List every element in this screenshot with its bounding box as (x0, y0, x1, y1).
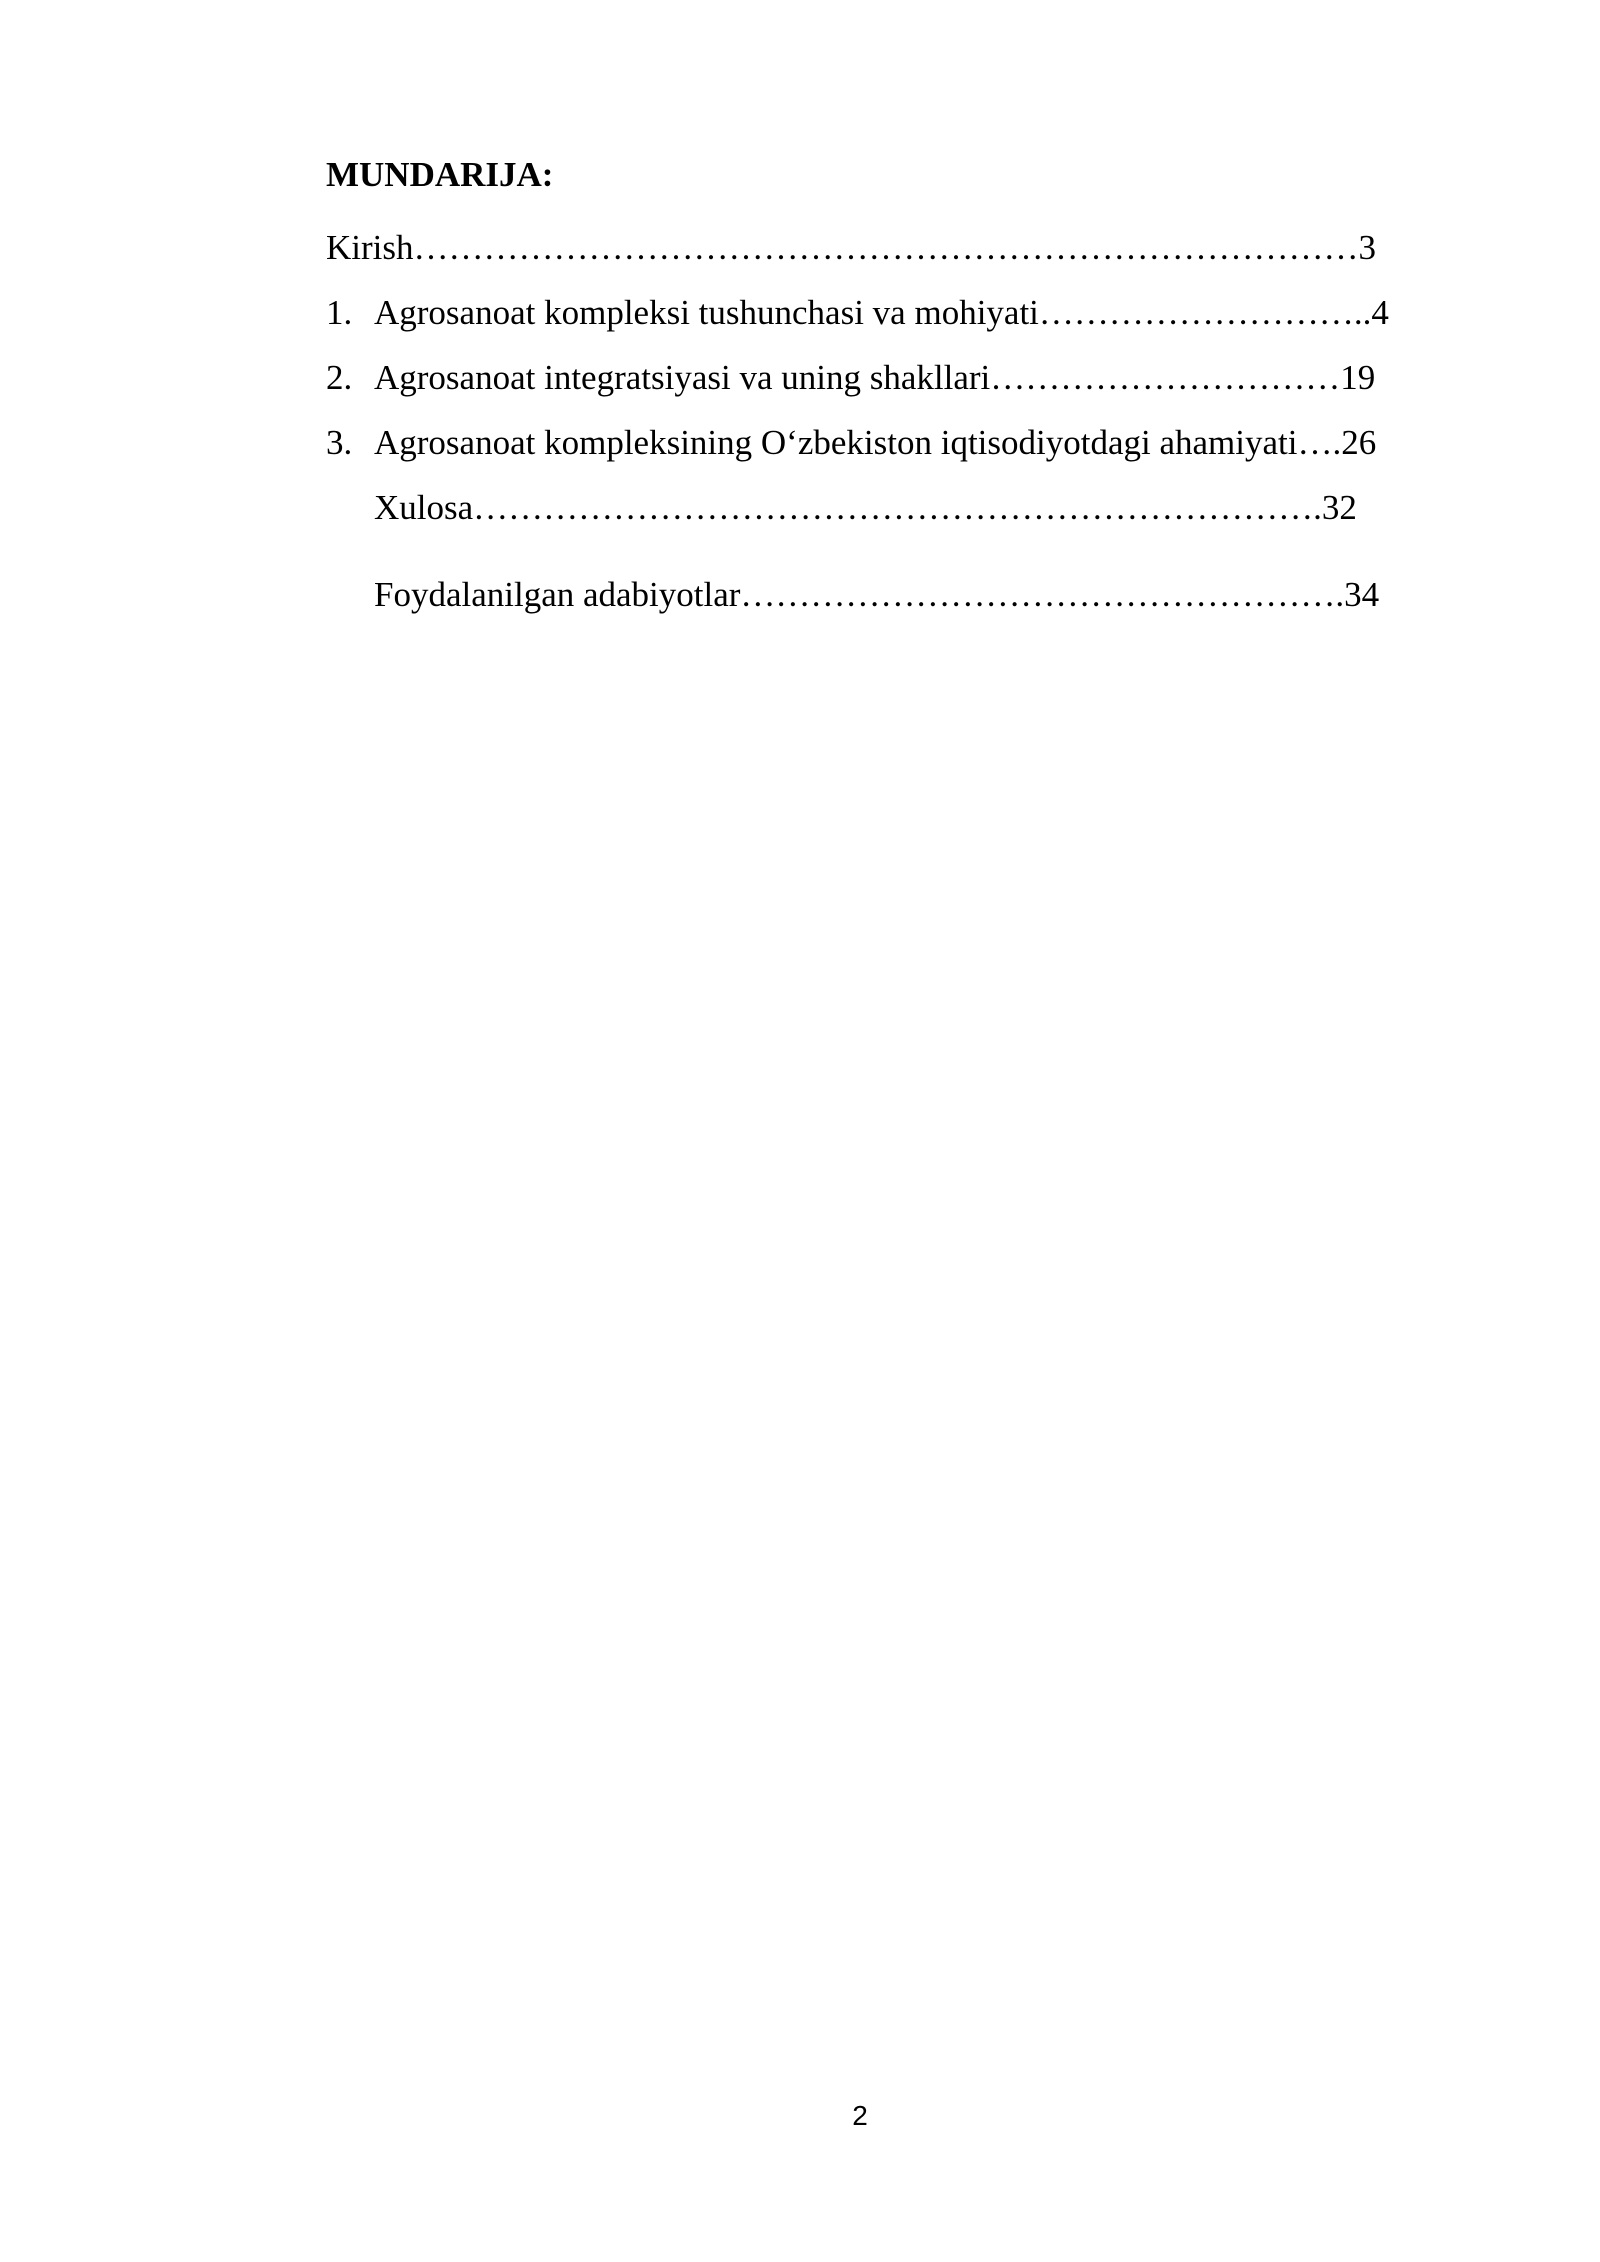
toc-entry-text: Agrosanoat kompleksining O‘zbekiston iqtisodiyotdagi ahamiyati….26 (374, 423, 1377, 462)
toc-title: MUNDARIJA: (326, 155, 554, 194)
toc-entry-text: Agrosanoat integratsiyasi va uning shakllari…………………………19 (374, 358, 1376, 397)
toc-entry-number: 2. (326, 358, 353, 397)
toc-entry-references (326, 562, 1506, 627)
toc-entry-number: 3. (326, 423, 353, 462)
table-of-contents (326, 150, 1506, 627)
page-number: 2 (852, 2100, 868, 2131)
toc-entry-chapter-3 (326, 410, 1506, 475)
toc-entry-introduction (326, 215, 1506, 280)
toc-entry-text: Kirish………………………………………………………………………3 (326, 228, 1376, 267)
toc-entry-chapter-1 (326, 280, 1506, 345)
toc-entry-conclusion (326, 475, 1506, 540)
toc-entry-number: 1. (326, 293, 353, 332)
toc-entry-text: Xulosa……………………………………………………………….32 (374, 488, 1357, 527)
toc-entry-text: Agrosanoat kompleksi tushunchasi va mohiyati………………………..4 (374, 293, 1389, 332)
toc-entry-text: Foydalanilgan adabiyotlar…………………………………………….34 (374, 575, 1380, 614)
toc-entry-chapter-2 (326, 345, 1506, 410)
